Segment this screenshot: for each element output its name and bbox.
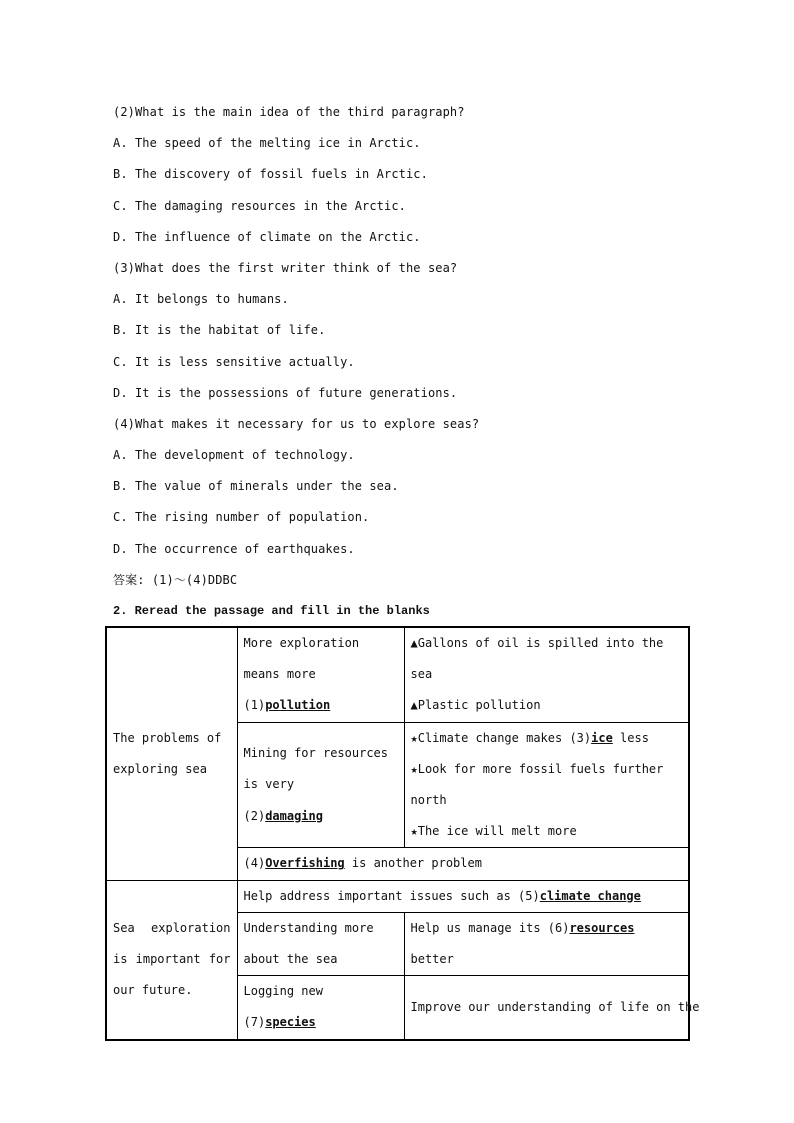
option-b: B. It is the habitat of life. xyxy=(113,323,326,338)
answer-blank: climate change xyxy=(539,888,641,903)
answer-blank: pollution xyxy=(265,698,331,713)
bullet-item: ▲Plastic pollution xyxy=(410,698,541,713)
overfishing-cell xyxy=(237,848,689,880)
option-a: A. The development of technology. xyxy=(113,448,355,463)
bullet-text: less xyxy=(612,730,649,745)
option-a: A. The speed of the melting ice in Arctic. xyxy=(113,136,421,151)
fill-in-table xyxy=(105,626,700,1041)
cell-text: Mining for resources is very xyxy=(243,746,388,792)
mining-details-cell xyxy=(404,722,689,848)
table-row xyxy=(106,880,689,912)
blank-number: (2) xyxy=(243,808,266,823)
section-title: 2. Reread the passage and fill in the blanks xyxy=(113,604,430,618)
cell-text: Understanding more about the sea xyxy=(243,920,374,967)
mining-cell xyxy=(237,722,404,848)
bullet-item: ▲Gallons of oil is spilled into the sea xyxy=(410,636,664,682)
document-page xyxy=(113,97,693,627)
answer-blank: Overfishing xyxy=(265,856,345,871)
answer-blank: ice xyxy=(591,730,613,745)
question-stem: (4)What makes it necessary for us to explore seas? xyxy=(113,416,480,431)
cell-text: Improve our understanding of life on the xyxy=(410,999,700,1014)
bullet-item: ★Look for more fossil fuels further north xyxy=(410,761,664,808)
problems-label-cell xyxy=(106,627,237,880)
understanding-cell xyxy=(237,912,404,975)
cell-text: More exploration means more xyxy=(243,636,360,682)
option-d: D. It is the possessions of future generations. xyxy=(113,385,458,400)
blank-number: (1) xyxy=(243,698,266,713)
life-understanding-cell xyxy=(404,976,700,1040)
problems-label: The problems of exploring sea xyxy=(113,730,222,776)
importance-label: Sea exploration is important for our future. xyxy=(113,920,231,998)
answer-blank: species xyxy=(265,1015,316,1030)
bullet-text: ★Climate change makes (3) xyxy=(410,730,592,745)
option-d: D. The influence of climate on the Arctic. xyxy=(113,229,421,244)
resources-cell xyxy=(404,912,689,975)
importance-label-cell xyxy=(106,880,237,1040)
option-c: C. The rising number of population. xyxy=(113,510,370,525)
table-row xyxy=(106,627,689,722)
pollution-cell xyxy=(237,627,404,722)
pollution-details-cell xyxy=(404,627,689,722)
option-a: A. It belongs to humans. xyxy=(113,292,289,307)
cell-text: is another problem xyxy=(344,856,482,871)
cell-text: Logging new (7) xyxy=(243,984,323,1030)
option-d: D. The occurrence of earthquakes. xyxy=(113,541,355,556)
blank-number: (4) xyxy=(243,856,266,871)
answer-key: 答案: (1)～(4)DDBC xyxy=(113,572,238,587)
cell-text: Help us manage its (6) xyxy=(410,920,570,935)
question-stem: (2)What is the main idea of the third paragraph? xyxy=(113,105,465,119)
option-c: C. It is less sensitive actually. xyxy=(113,354,355,369)
answer-blank: damaging xyxy=(265,808,323,823)
cell-text: better xyxy=(410,952,454,967)
bullet-item xyxy=(411,723,683,754)
cell-text: Help address important issues such as (5) xyxy=(243,888,540,903)
question-stem: (3)What does the first writer think of the sea? xyxy=(113,260,458,275)
answer-blank: resources xyxy=(569,920,635,935)
bullet-item: ★The ice will melt more xyxy=(410,824,577,839)
climate-cell xyxy=(237,880,689,912)
species-cell xyxy=(237,976,404,1040)
option-c: C. The damaging resources in the Arctic. xyxy=(113,198,406,213)
option-b: B. The value of minerals under the sea. xyxy=(113,479,399,494)
option-b: B. The discovery of fossil fuels in Arctic. xyxy=(113,167,428,182)
